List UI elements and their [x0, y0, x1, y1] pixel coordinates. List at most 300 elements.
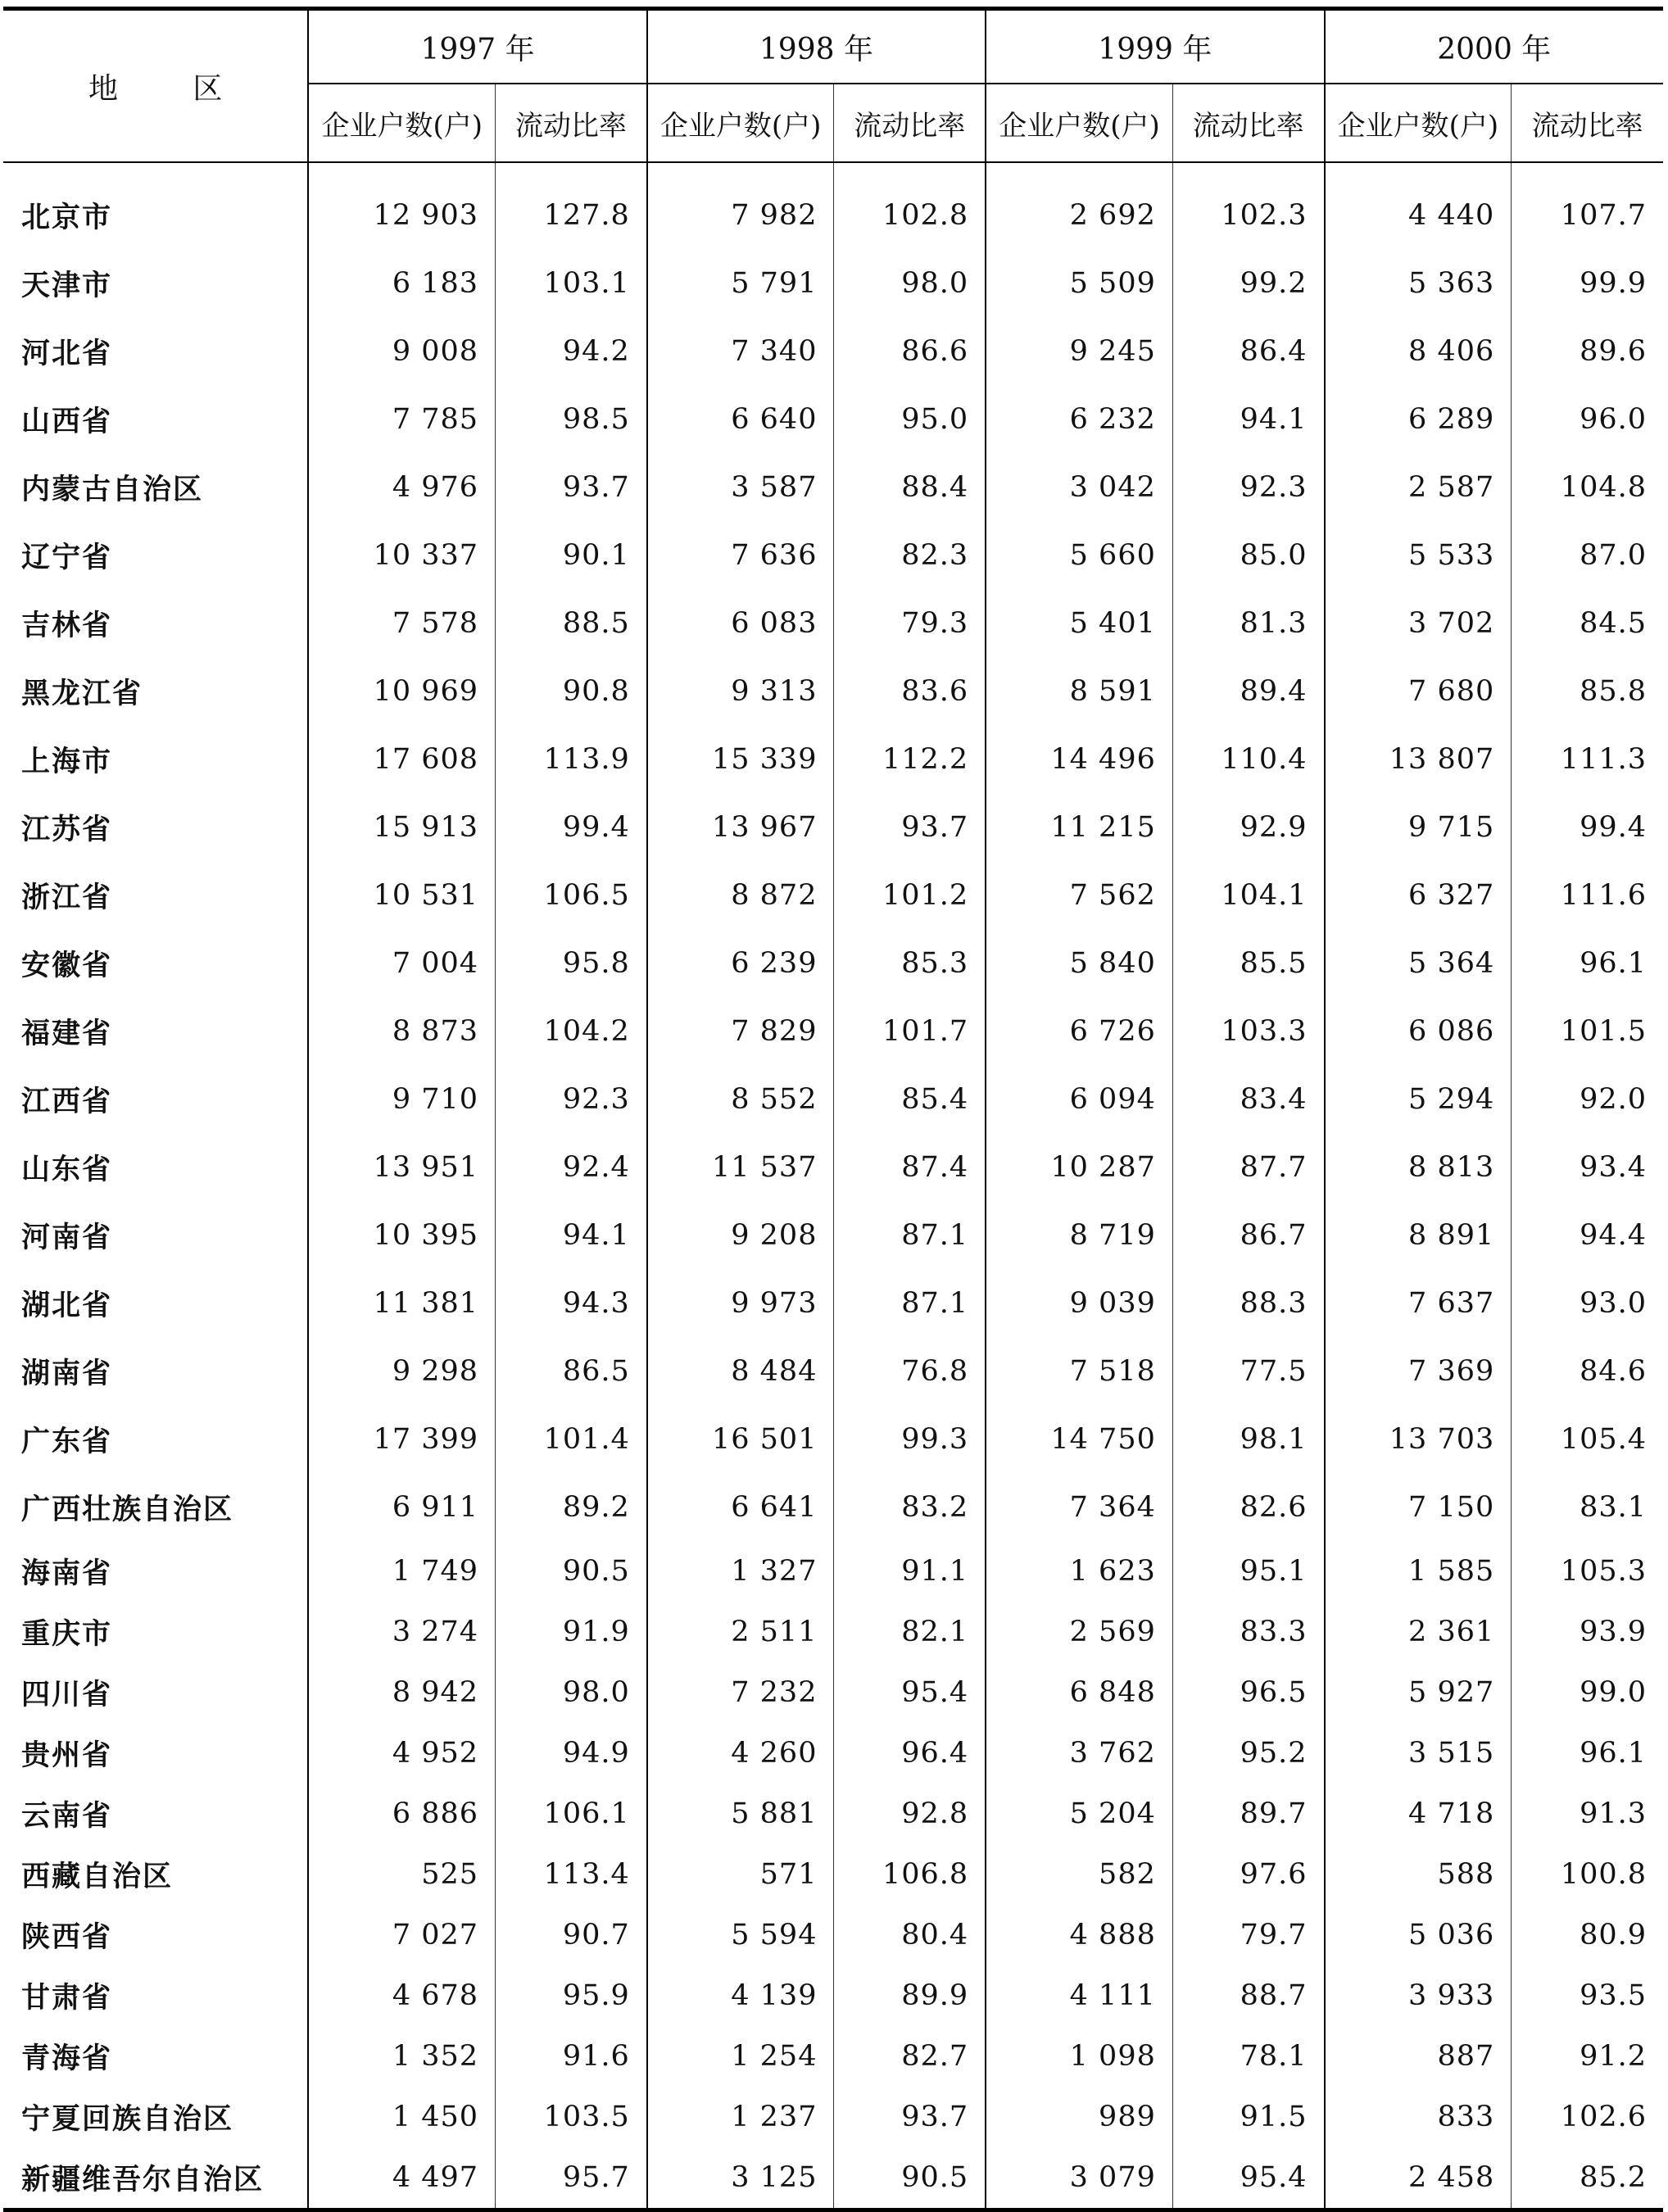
enterprise-count-1997: 8 873 — [308, 997, 495, 1065]
liquidity-ratio-1999: 92.3 — [1172, 453, 1324, 521]
liquidity-ratio-2000: 105.3 — [1512, 1541, 1663, 1602]
enterprise-count-1999: 989 — [986, 2087, 1172, 2147]
liquidity-ratio-1999: 95.1 — [1172, 1541, 1324, 1602]
table-row — [3, 1844, 1663, 1905]
liquidity-ratio-1999: 86.7 — [1172, 1201, 1324, 1269]
liquidity-ratio-2000: 101.5 — [1512, 997, 1663, 1065]
ratio-column-header: 流动比率 — [496, 84, 647, 162]
enterprise-count-1998: 16 501 — [647, 1405, 834, 1473]
enterprise-count-2000: 7 369 — [1325, 1337, 1512, 1405]
enterprise-count-1999: 2 692 — [986, 162, 1172, 249]
liquidity-ratio-1998: 91.1 — [834, 1541, 986, 1602]
enterprise-count-1999: 3 762 — [986, 1723, 1172, 1784]
enterprise-count-2000: 6 327 — [1325, 861, 1512, 929]
enterprise-count-1997: 9 008 — [308, 317, 495, 385]
liquidity-ratio-1998: 85.3 — [834, 929, 986, 997]
enterprise-count-1998: 5 594 — [647, 1905, 834, 1965]
enterprise-count-1998: 3 125 — [647, 2147, 834, 2210]
enterprise-count-1998: 1 237 — [647, 2087, 834, 2147]
enterprise-count-1999: 6 726 — [986, 997, 1172, 1065]
liquidity-ratio-1997: 90.1 — [496, 521, 647, 589]
liquidity-ratio-2000: 93.0 — [1512, 1269, 1663, 1337]
enterprise-count-1997: 10 337 — [308, 521, 495, 589]
enterprise-count-2000: 8 813 — [1325, 1133, 1512, 1201]
enterprise-count-1997: 4 976 — [308, 453, 495, 521]
enterprise-count-2000: 9 715 — [1325, 793, 1512, 861]
liquidity-ratio-2000: 85.2 — [1512, 2147, 1663, 2210]
enterprise-count-1998: 5 791 — [647, 249, 834, 317]
liquidity-ratio-1999: 99.2 — [1172, 249, 1324, 317]
table-row — [3, 1269, 1663, 1337]
region-cell: 北京市 — [21, 200, 113, 234]
region-cell: 广西壮族自治区 — [21, 1492, 234, 1526]
enterprise-count-1999: 2 569 — [986, 1602, 1172, 1662]
table-row — [3, 1337, 1663, 1405]
enterprise-count-2000: 7 637 — [1325, 1269, 1512, 1337]
liquidity-ratio-2000: 92.0 — [1512, 1065, 1663, 1133]
enterprise-count-1998: 6 083 — [647, 589, 834, 657]
liquidity-ratio-1999: 83.3 — [1172, 1602, 1324, 1662]
region-cell: 黑龙江省 — [21, 676, 143, 710]
enterprise-count-1999: 5 840 — [986, 929, 1172, 997]
enterprise-count-2000: 13 807 — [1325, 725, 1512, 793]
enterprise-count-1998: 4 139 — [647, 1965, 834, 2026]
enterprise-count-2000: 13 703 — [1325, 1405, 1512, 1473]
liquidity-ratio-1997: 101.4 — [496, 1405, 647, 1473]
liquidity-ratio-1999: 82.6 — [1172, 1473, 1324, 1541]
liquidity-ratio-1999: 77.5 — [1172, 1337, 1324, 1405]
liquidity-ratio-1998: 101.2 — [834, 861, 986, 929]
year-header-2000: 2000 年 — [1325, 9, 1663, 84]
table-row — [3, 1723, 1663, 1784]
enterprise-count-2000: 7 150 — [1325, 1473, 1512, 1541]
ratio-column-header: 流动比率 — [1172, 84, 1324, 162]
liquidity-ratio-1998: 98.0 — [834, 249, 986, 317]
liquidity-ratio-2000: 107.7 — [1512, 162, 1663, 249]
liquidity-ratio-1999: 83.4 — [1172, 1065, 1324, 1133]
table-row — [3, 385, 1663, 453]
enterprise-count-1997: 6 886 — [308, 1784, 495, 1844]
region-cell: 宁夏回族自治区 — [21, 2102, 234, 2136]
liquidity-ratio-1999: 92.9 — [1172, 793, 1324, 861]
table-row — [3, 249, 1663, 317]
enterprise-count-1997: 17 608 — [308, 725, 495, 793]
enterprise-count-1997: 10 531 — [308, 861, 495, 929]
liquidity-ratio-1997: 88.5 — [496, 589, 647, 657]
liquidity-ratio-2000: 89.6 — [1512, 317, 1663, 385]
table-header — [3, 9, 1663, 163]
liquidity-ratio-1999: 89.4 — [1172, 657, 1324, 725]
liquidity-ratio-1998: 92.8 — [834, 1784, 986, 1844]
region-cell: 重庆市 — [21, 1617, 113, 1651]
region-cell: 山东省 — [21, 1152, 113, 1186]
liquidity-ratio-2000: 99.4 — [1512, 793, 1663, 861]
enterprise-count-1999: 4 888 — [986, 1905, 1172, 1965]
region-cell: 浙江省 — [21, 880, 113, 914]
enterprise-count-1998: 1 327 — [647, 1541, 834, 1602]
liquidity-ratio-1997: 90.5 — [496, 1541, 647, 1602]
enterprise-count-1999: 8 591 — [986, 657, 1172, 725]
region-cell: 新疆维吾尔自治区 — [3, 2147, 308, 2210]
enterprise-count-2000: 5 294 — [1325, 1065, 1512, 1133]
table-row — [3, 1541, 1663, 1602]
enterprise-count-2000: 4 440 — [1325, 162, 1512, 249]
enterprise-count-1999: 14 496 — [986, 725, 1172, 793]
region-cell: 辽宁省 — [21, 540, 113, 574]
enterprise-liquidity-table — [3, 7, 1663, 2212]
region-cell: 江苏省 — [21, 812, 113, 846]
ratio-column-header: 流动比率 — [1512, 84, 1663, 162]
enterprise-count-1998: 7 636 — [647, 521, 834, 589]
enterprise-count-1997: 7 785 — [308, 385, 495, 453]
liquidity-ratio-2000: 87.0 — [1512, 521, 1663, 589]
enterprise-count-1999: 582 — [986, 1844, 1172, 1905]
enterprise-count-1997: 1 352 — [308, 2026, 495, 2087]
liquidity-ratio-1999: 78.1 — [1172, 2026, 1324, 2087]
liquidity-ratio-1998: 83.2 — [834, 1473, 986, 1541]
enterprise-count-1998: 2 511 — [647, 1602, 834, 1662]
liquidity-ratio-1997: 98.0 — [496, 1662, 647, 1723]
liquidity-ratio-1999: 85.0 — [1172, 521, 1324, 589]
enterprise-count-1998: 9 313 — [647, 657, 834, 725]
table-row — [3, 2147, 1663, 2210]
region-cell: 内蒙古自治区 — [21, 472, 204, 506]
table-row — [3, 162, 1663, 249]
region-cell: 江西省 — [21, 1084, 113, 1118]
liquidity-ratio-1999: 110.4 — [1172, 725, 1324, 793]
liquidity-ratio-1999: 96.5 — [1172, 1662, 1324, 1723]
liquidity-ratio-1998: 76.8 — [834, 1337, 986, 1405]
liquidity-ratio-1998: 101.7 — [834, 997, 986, 1065]
count-column-header: 企业户数(户) — [647, 84, 834, 162]
liquidity-ratio-2000: 111.3 — [1512, 725, 1663, 793]
enterprise-count-1999: 1 098 — [986, 2026, 1172, 2087]
enterprise-count-1999: 3 042 — [986, 453, 1172, 521]
liquidity-ratio-1998: 85.4 — [834, 1065, 986, 1133]
liquidity-ratio-1998: 89.9 — [834, 1965, 986, 2026]
liquidity-ratio-1997: 98.5 — [496, 385, 647, 453]
enterprise-count-1997: 4 952 — [308, 1723, 495, 1784]
enterprise-count-2000: 4 718 — [1325, 1784, 1512, 1844]
liquidity-ratio-1998: 79.3 — [834, 589, 986, 657]
liquidity-ratio-1998: 112.2 — [834, 725, 986, 793]
enterprise-count-2000: 7 680 — [1325, 657, 1512, 725]
enterprise-count-1998: 4 260 — [647, 1723, 834, 1784]
enterprise-count-1997: 8 942 — [308, 1662, 495, 1723]
liquidity-ratio-1997: 90.7 — [496, 1905, 647, 1965]
region-cell: 福建省 — [21, 1016, 113, 1050]
region-cell: 海南省 — [21, 1557, 113, 1590]
liquidity-ratio-1997: 94.2 — [496, 317, 647, 385]
liquidity-ratio-1997: 89.2 — [496, 1473, 647, 1541]
liquidity-ratio-2000: 94.4 — [1512, 1201, 1663, 1269]
enterprise-count-1999: 7 364 — [986, 1473, 1172, 1541]
liquidity-ratio-1999: 94.1 — [1172, 385, 1324, 453]
liquidity-ratio-2000: 99.0 — [1512, 1662, 1663, 1723]
enterprise-count-1997: 4 678 — [308, 1965, 495, 2026]
table-row — [3, 1201, 1663, 1269]
enterprise-count-1997: 1 749 — [308, 1541, 495, 1602]
liquidity-ratio-2000: 104.8 — [1512, 453, 1663, 521]
enterprise-count-1998: 6 641 — [647, 1473, 834, 1541]
liquidity-ratio-1999: 95.4 — [1172, 2147, 1324, 2210]
enterprise-count-1997: 7 004 — [308, 929, 495, 997]
enterprise-count-1998: 7 829 — [647, 997, 834, 1065]
enterprise-count-2000: 833 — [1325, 2087, 1512, 2147]
region-cell: 广东省 — [21, 1424, 113, 1458]
table-row — [3, 793, 1663, 861]
liquidity-ratio-1998: 95.4 — [834, 1662, 986, 1723]
enterprise-count-1999: 5 660 — [986, 521, 1172, 589]
enterprise-count-2000: 2 458 — [1325, 2147, 1512, 2210]
liquidity-ratio-1998: 86.6 — [834, 317, 986, 385]
liquidity-ratio-1999: 102.3 — [1172, 162, 1324, 249]
liquidity-ratio-1998: 80.4 — [834, 1905, 986, 1965]
table-row — [3, 1133, 1663, 1201]
region-cell: 天津市 — [21, 268, 113, 302]
enterprise-count-1999: 1 623 — [986, 1541, 1172, 1602]
liquidity-ratio-1999: 97.6 — [1172, 1844, 1324, 1905]
liquidity-ratio-1998: 88.4 — [834, 453, 986, 521]
table-row — [3, 1784, 1663, 1844]
region-cell: 上海市 — [21, 744, 113, 778]
enterprise-count-1999: 7 562 — [986, 861, 1172, 929]
liquidity-ratio-2000: 91.2 — [1512, 2026, 1663, 2087]
enterprise-count-2000: 5 533 — [1325, 521, 1512, 589]
liquidity-ratio-1998: 93.7 — [834, 793, 986, 861]
region-cell: 四川省 — [21, 1678, 113, 1711]
liquidity-ratio-1997: 94.3 — [496, 1269, 647, 1337]
liquidity-ratio-1998: 83.6 — [834, 657, 986, 725]
region-column-header: 地 区 — [3, 9, 308, 163]
enterprise-count-1999: 7 518 — [986, 1337, 1172, 1405]
table-row — [3, 589, 1663, 657]
liquidity-ratio-1997: 113.4 — [496, 1844, 647, 1905]
table-row — [3, 317, 1663, 385]
enterprise-count-1997: 525 — [308, 1844, 495, 1905]
liquidity-ratio-1998: 82.3 — [834, 521, 986, 589]
liquidity-ratio-1999: 86.4 — [1172, 317, 1324, 385]
liquidity-ratio-1997: 103.1 — [496, 249, 647, 317]
enterprise-count-1998: 7 232 — [647, 1662, 834, 1723]
region-cell: 河南省 — [21, 1220, 113, 1254]
table-row — [3, 2026, 1663, 2087]
liquidity-ratio-2000: 80.9 — [1512, 1905, 1663, 1965]
count-column-header: 企业户数(户) — [986, 84, 1172, 162]
table-row — [3, 1662, 1663, 1723]
enterprise-count-2000: 588 — [1325, 1844, 1512, 1905]
liquidity-ratio-2000: 99.9 — [1512, 249, 1663, 317]
liquidity-ratio-1997: 106.5 — [496, 861, 647, 929]
enterprise-count-1997: 12 903 — [308, 162, 495, 249]
liquidity-ratio-1998: 102.8 — [834, 162, 986, 249]
region-cell: 安徽省 — [21, 948, 113, 982]
liquidity-ratio-1997: 127.8 — [496, 162, 647, 249]
enterprise-count-1998: 15 339 — [647, 725, 834, 793]
enterprise-count-1998: 9 208 — [647, 1201, 834, 1269]
enterprise-count-1997: 6 911 — [308, 1473, 495, 1541]
liquidity-ratio-1999: 85.5 — [1172, 929, 1324, 997]
enterprise-count-1998: 3 587 — [647, 453, 834, 521]
table-row — [3, 1965, 1663, 2026]
liquidity-ratio-1998: 90.5 — [834, 2147, 986, 2210]
enterprise-count-1997: 13 951 — [308, 1133, 495, 1201]
enterprise-count-2000: 5 927 — [1325, 1662, 1512, 1723]
enterprise-count-1998: 7 982 — [647, 162, 834, 249]
liquidity-ratio-2000: 100.8 — [1512, 1844, 1663, 1905]
enterprise-count-1999: 6 848 — [986, 1662, 1172, 1723]
ratio-column-header: 流动比率 — [834, 84, 986, 162]
liquidity-ratio-2000: 102.6 — [1512, 2087, 1663, 2147]
enterprise-count-2000: 6 289 — [1325, 385, 1512, 453]
enterprise-count-1999: 4 111 — [986, 1965, 1172, 2026]
liquidity-ratio-1999: 95.2 — [1172, 1723, 1324, 1784]
enterprise-count-1999: 8 719 — [986, 1201, 1172, 1269]
region-cell: 山西省 — [21, 404, 113, 438]
table-row — [3, 929, 1663, 997]
enterprise-count-1997: 7 027 — [308, 1905, 495, 1965]
liquidity-ratio-2000: 93.5 — [1512, 1965, 1663, 2026]
liquidity-ratio-1997: 104.2 — [496, 997, 647, 1065]
enterprise-count-1999: 5 401 — [986, 589, 1172, 657]
table-row — [3, 1065, 1663, 1133]
liquidity-ratio-2000: 91.3 — [1512, 1784, 1663, 1844]
table-body — [3, 162, 1663, 2210]
liquidity-ratio-1997: 94.1 — [496, 1201, 647, 1269]
liquidity-ratio-1997: 94.9 — [496, 1723, 647, 1784]
enterprise-count-2000: 8 891 — [1325, 1201, 1512, 1269]
liquidity-ratio-1997: 86.5 — [496, 1337, 647, 1405]
year-header-row — [3, 9, 1663, 84]
liquidity-ratio-1997: 113.9 — [496, 725, 647, 793]
liquidity-ratio-1998: 82.7 — [834, 2026, 986, 2087]
region-cell: 陕西省 — [21, 1920, 113, 1954]
enterprise-count-1999: 9 245 — [986, 317, 1172, 385]
liquidity-ratio-1997: 106.1 — [496, 1784, 647, 1844]
enterprise-count-2000: 2 587 — [1325, 453, 1512, 521]
enterprise-count-1999: 11 215 — [986, 793, 1172, 861]
liquidity-ratio-1999: 103.3 — [1172, 997, 1324, 1065]
liquidity-ratio-1997: 95.8 — [496, 929, 647, 997]
liquidity-ratio-1999: 98.1 — [1172, 1405, 1324, 1473]
liquidity-ratio-1997: 95.9 — [496, 1965, 647, 2026]
liquidity-ratio-2000: 105.4 — [1512, 1405, 1663, 1473]
enterprise-count-1997: 3 274 — [308, 1602, 495, 1662]
liquidity-ratio-1998: 87.4 — [834, 1133, 986, 1201]
table-row — [3, 521, 1663, 589]
region-cell: 贵州省 — [21, 1738, 113, 1772]
liquidity-ratio-1997: 103.5 — [496, 2087, 647, 2147]
enterprise-count-1999: 14 750 — [986, 1405, 1172, 1473]
table-row — [3, 725, 1663, 793]
enterprise-count-1998: 8 484 — [647, 1337, 834, 1405]
enterprise-count-1999: 5 509 — [986, 249, 1172, 317]
liquidity-ratio-1999: 88.3 — [1172, 1269, 1324, 1337]
table-row — [3, 1473, 1663, 1541]
table-row — [3, 1602, 1663, 1662]
enterprise-count-2000: 887 — [1325, 2026, 1512, 2087]
enterprise-count-1998: 571 — [647, 1844, 834, 1905]
liquidity-ratio-1999: 88.7 — [1172, 1965, 1324, 2026]
enterprise-count-1997: 17 399 — [308, 1405, 495, 1473]
enterprise-count-1998: 13 967 — [647, 793, 834, 861]
liquidity-ratio-2000: 96.0 — [1512, 385, 1663, 453]
table-row — [3, 453, 1663, 521]
year-header-1997: 1997 年 — [308, 9, 646, 84]
liquidity-ratio-1999: 79.7 — [1172, 1905, 1324, 1965]
enterprise-count-1999: 5 204 — [986, 1784, 1172, 1844]
liquidity-ratio-1999: 87.7 — [1172, 1133, 1324, 1201]
liquidity-ratio-1998: 82.1 — [834, 1602, 986, 1662]
enterprise-count-1998: 6 239 — [647, 929, 834, 997]
region-cell: 甘肃省 — [21, 1981, 113, 2015]
liquidity-ratio-2000: 83.1 — [1512, 1473, 1663, 1541]
liquidity-ratio-2000: 84.5 — [1512, 589, 1663, 657]
enterprise-count-1997: 15 913 — [308, 793, 495, 861]
region-cell: 青海省 — [21, 2042, 113, 2075]
liquidity-ratio-1997: 95.7 — [496, 2147, 647, 2210]
enterprise-count-1997: 9 298 — [308, 1337, 495, 1405]
liquidity-ratio-2000: 96.1 — [1512, 929, 1663, 997]
enterprise-count-1998: 1 254 — [647, 2026, 834, 2087]
enterprise-count-1998: 9 973 — [647, 1269, 834, 1337]
region-cell: 西藏自治区 — [21, 1860, 174, 1893]
enterprise-count-1997: 10 395 — [308, 1201, 495, 1269]
liquidity-ratio-1998: 95.0 — [834, 385, 986, 453]
enterprise-count-1999: 3 079 — [986, 2147, 1172, 2210]
enterprise-count-2000: 5 363 — [1325, 249, 1512, 317]
enterprise-count-2000: 5 364 — [1325, 929, 1512, 997]
enterprise-count-2000: 8 406 — [1325, 317, 1512, 385]
enterprise-count-1997: 6 183 — [308, 249, 495, 317]
table-row — [3, 2087, 1663, 2147]
region-cell: 湖南省 — [21, 1356, 113, 1390]
table-row — [3, 861, 1663, 929]
year-header-1999: 1999 年 — [986, 9, 1324, 84]
liquidity-ratio-2000: 111.6 — [1512, 861, 1663, 929]
liquidity-ratio-1998: 87.1 — [834, 1201, 986, 1269]
liquidity-ratio-1997: 91.9 — [496, 1602, 647, 1662]
table-row — [3, 657, 1663, 725]
liquidity-ratio-1997: 92.4 — [496, 1133, 647, 1201]
liquidity-ratio-2000: 84.6 — [1512, 1337, 1663, 1405]
liquidity-ratio-1997: 91.6 — [496, 2026, 647, 2087]
year-header-1998: 1998 年 — [647, 9, 986, 84]
table-row — [3, 1905, 1663, 1965]
enterprise-count-1997: 10 969 — [308, 657, 495, 725]
count-column-header: 企业户数(户) — [308, 84, 495, 162]
enterprise-count-1997: 7 578 — [308, 589, 495, 657]
enterprise-count-1998: 6 640 — [647, 385, 834, 453]
enterprise-count-1997: 4 497 — [308, 2147, 495, 2210]
liquidity-ratio-1998: 106.8 — [834, 1844, 986, 1905]
enterprise-count-1998: 8 872 — [647, 861, 834, 929]
liquidity-ratio-1997: 92.3 — [496, 1065, 647, 1133]
liquidity-ratio-1997: 99.4 — [496, 793, 647, 861]
enterprise-count-2000: 1 585 — [1325, 1541, 1512, 1602]
enterprise-count-2000: 3 933 — [1325, 1965, 1512, 2026]
liquidity-ratio-2000: 85.8 — [1512, 657, 1663, 725]
liquidity-ratio-1997: 90.8 — [496, 657, 647, 725]
liquidity-ratio-2000: 96.1 — [1512, 1723, 1663, 1784]
enterprise-count-1997: 1 450 — [308, 2087, 495, 2147]
enterprise-count-2000: 2 361 — [1325, 1602, 1512, 1662]
table-row — [3, 997, 1663, 1065]
enterprise-count-2000: 3 515 — [1325, 1723, 1512, 1784]
count-column-header: 企业户数(户) — [1325, 84, 1512, 162]
region-cell: 河北省 — [21, 336, 113, 370]
enterprise-count-2000: 6 086 — [1325, 997, 1512, 1065]
